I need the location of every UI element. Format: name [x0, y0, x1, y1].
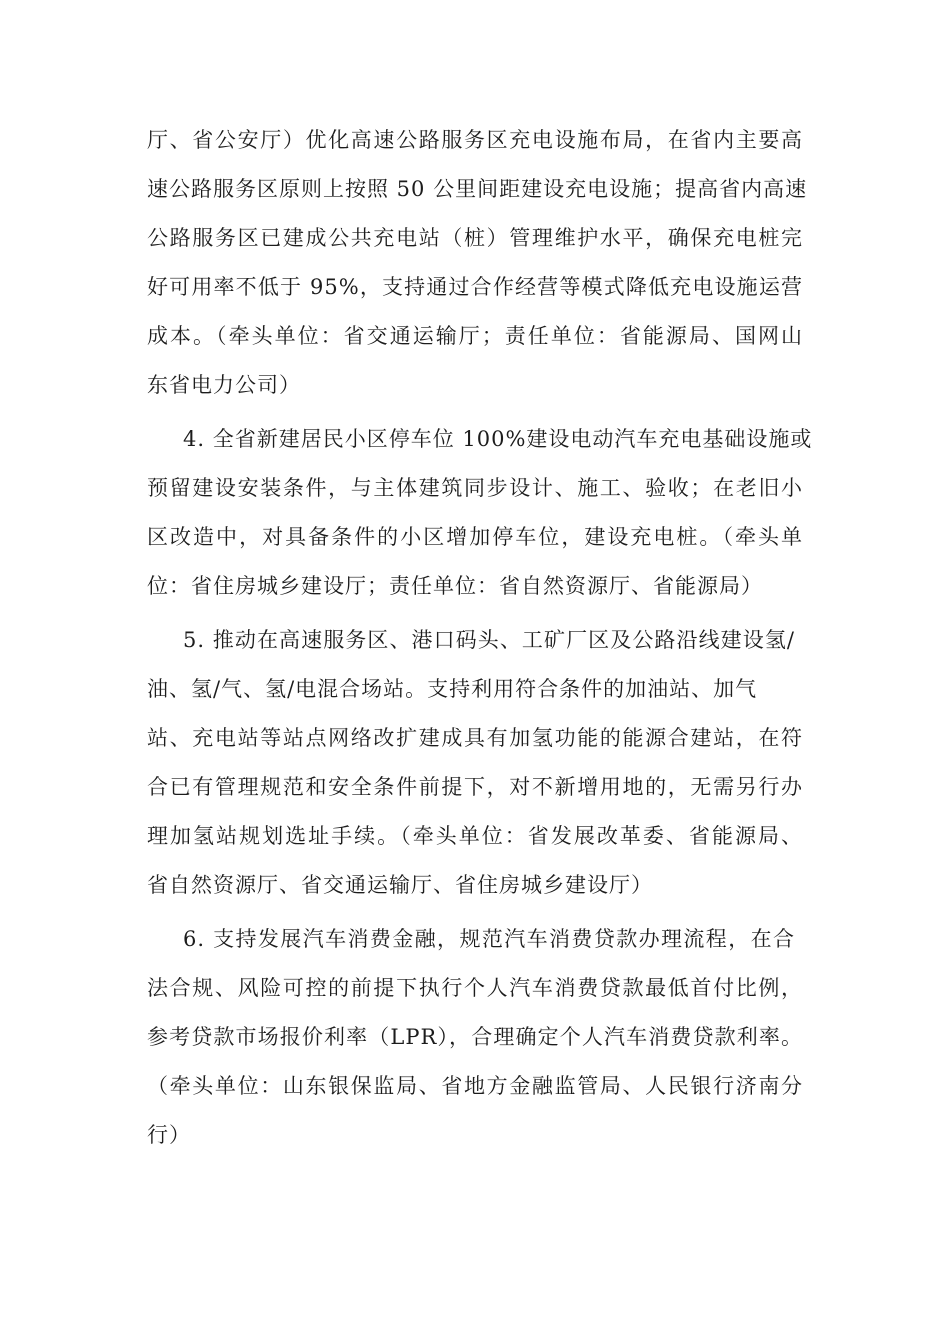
- text-line: 行）: [147, 1123, 191, 1147]
- paragraph-item-5: [147, 616, 803, 910]
- text-line: 速公路服务区原则上按照 50 公里间距建设充电设施；提高省内高速: [147, 177, 808, 201]
- text-line: 6. 支持发展汽车消费金融，规范汽车消费贷款办理流程，在合: [183, 927, 795, 951]
- text-line: 4. 全省新建居民小区停车位 100%建设电动汽车充电基础设施或: [183, 427, 813, 451]
- text-line: 5. 推动在高速服务区、港口码头、工矿厂区及公路沿线建设氢/: [183, 628, 795, 652]
- text-line: 站、充电站等站点网络改扩建成具有加氢功能的能源合建站，在符: [147, 726, 803, 750]
- text-line: 成本。（牵头单位：省交通运输厅；责任单位：省能源局、国网山: [147, 324, 803, 348]
- text-line: 公路服务区已建成公共充电站（桩）管理维护水平，确保充电桩完: [147, 226, 803, 250]
- text-line: 理加氢站规划选址手续。（牵头单位：省发展改革委、省能源局、: [147, 824, 803, 848]
- text-line: 好可用率不低于 95%，支持通过合作经营等模式降低充电设施运营: [147, 275, 803, 299]
- text-line: 法合规、风险可控的前提下执行个人汽车消费贷款最低首付比例，: [147, 976, 803, 1000]
- text-line: 厅、省公安厅）优化高速公路服务区充电设施布局，在省内主要高: [147, 128, 803, 152]
- text-line: 位：省住房城乡建设厅；责任单位：省自然资源厅、省能源局）: [147, 574, 763, 598]
- paragraph-continued: [147, 116, 808, 410]
- text-line: 东省电力公司）: [147, 373, 301, 397]
- text-line: 合已有管理规范和安全条件前提下，对不新增用地的，无需另行办: [147, 775, 803, 799]
- paragraph-item-4: [147, 415, 813, 611]
- text-line: 省自然资源厅、省交通运输厅、省住房城乡建设厅）: [147, 873, 653, 897]
- text-line: 预留建设安装条件，与主体建筑同步设计、施工、验收；在老旧小: [147, 476, 803, 500]
- text-line: 区改造中，对具备条件的小区增加停车位，建设充电桩。（牵头单: [147, 525, 803, 549]
- document-body: [147, 116, 813, 1160]
- text-line: 油、氢/气、氢/电混合场站。支持利用符合条件的加油站、加气: [147, 677, 758, 701]
- text-line: 参考贷款市场报价利率（LPR），合理确定个人汽车消费贷款利率。: [147, 1025, 803, 1049]
- text-line: （牵头单位：山东银保监局、省地方金融监管局、人民银行济南分: [147, 1074, 803, 1098]
- paragraph-item-6: [147, 915, 803, 1160]
